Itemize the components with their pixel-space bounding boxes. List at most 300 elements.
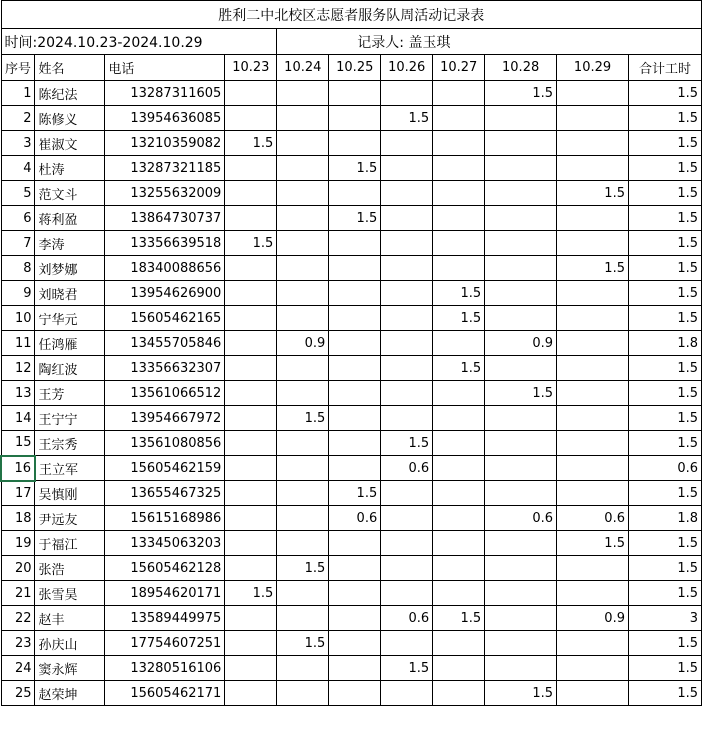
hours-cell[interactable] — [557, 406, 629, 431]
hours-cell[interactable]: 1.5 — [329, 156, 381, 181]
hours-cell[interactable] — [485, 356, 557, 381]
hours-cell[interactable] — [485, 531, 557, 556]
hours-cell[interactable] — [225, 106, 277, 131]
row-number[interactable]: 15 — [1, 431, 35, 456]
row-number[interactable]: 12 — [1, 356, 35, 381]
hours-cell[interactable] — [329, 256, 381, 281]
name-cell[interactable]: 陈纪法 — [35, 81, 105, 106]
hours-cell[interactable] — [329, 556, 381, 581]
hours-cell[interactable] — [381, 356, 433, 381]
name-cell[interactable]: 孙庆山 — [35, 631, 105, 656]
table-row — [1, 431, 702, 456]
hours-cell[interactable] — [485, 206, 557, 231]
phone-cell[interactable]: 15605462159 — [105, 456, 225, 481]
row-number[interactable]: 24 — [1, 656, 35, 681]
hours-cell[interactable] — [433, 256, 485, 281]
hours-cell[interactable] — [225, 81, 277, 106]
column-header[interactable]: 10.28 — [485, 55, 557, 81]
phone-cell[interactable]: 17754607251 — [105, 631, 225, 656]
hours-cell[interactable] — [225, 656, 277, 681]
row-number[interactable]: 14 — [1, 406, 35, 431]
table-row — [1, 406, 702, 431]
hours-cell[interactable] — [485, 181, 557, 206]
hours-cell[interactable] — [485, 281, 557, 306]
hours-cell[interactable] — [433, 556, 485, 581]
row-number[interactable]: 20 — [1, 556, 35, 581]
hours-cell[interactable]: 1.5 — [277, 631, 329, 656]
hours-cell[interactable] — [277, 431, 329, 456]
phone-cell[interactable]: 13561080856 — [105, 431, 225, 456]
header-row — [1, 55, 702, 81]
hours-cell[interactable] — [225, 531, 277, 556]
hours-cell[interactable] — [485, 231, 557, 256]
row-number[interactable]: 23 — [1, 631, 35, 656]
hours-cell[interactable]: 1.5 — [557, 181, 629, 206]
hours-cell[interactable] — [485, 556, 557, 581]
hours-cell[interactable]: 1.5 — [433, 306, 485, 331]
phone-cell[interactable]: 13954667972 — [105, 406, 225, 431]
hours-cell[interactable] — [557, 206, 629, 231]
hours-cell[interactable] — [557, 231, 629, 256]
hours-cell[interactable] — [277, 281, 329, 306]
hours-cell[interactable]: 1.5 — [329, 206, 381, 231]
hours-cell[interactable] — [225, 681, 277, 706]
row-number[interactable]: 11 — [1, 331, 35, 356]
hours-cell[interactable] — [433, 681, 485, 706]
hours-cell[interactable] — [381, 331, 433, 356]
column-header[interactable]: 10.23 — [225, 55, 277, 81]
hours-cell[interactable] — [381, 406, 433, 431]
column-header[interactable]: 10.27 — [433, 55, 485, 81]
hours-cell[interactable] — [485, 106, 557, 131]
row-number[interactable]: 10 — [1, 306, 35, 331]
name-cell[interactable]: 李涛 — [35, 231, 105, 256]
hours-cell[interactable] — [433, 456, 485, 481]
hours-cell[interactable] — [433, 231, 485, 256]
phone-cell[interactable]: 13345063203 — [105, 531, 225, 556]
table-row — [1, 281, 702, 306]
row-number[interactable]: 22 — [1, 606, 35, 631]
row-number[interactable]: 6 — [1, 206, 35, 231]
phone-cell[interactable]: 13287321185 — [105, 156, 225, 181]
hours-cell[interactable]: 1.5 — [277, 556, 329, 581]
hours-cell[interactable] — [381, 556, 433, 581]
hours-cell[interactable] — [557, 581, 629, 606]
hours-cell[interactable]: 0.9 — [485, 331, 557, 356]
hours-cell[interactable] — [277, 481, 329, 506]
hours-cell[interactable] — [433, 106, 485, 131]
column-header[interactable]: 10.24 — [277, 55, 329, 81]
hours-cell[interactable] — [557, 156, 629, 181]
name-cell[interactable]: 张雪昊 — [35, 581, 105, 606]
total-hours-cell[interactable]: 1.5 — [628, 106, 701, 131]
hours-cell[interactable]: 1.5 — [557, 256, 629, 281]
column-header[interactable]: 姓名 — [35, 55, 105, 81]
hours-cell[interactable]: 0.6 — [381, 606, 433, 631]
hours-cell[interactable] — [485, 656, 557, 681]
hours-cell[interactable] — [433, 131, 485, 156]
hours-cell[interactable] — [557, 331, 629, 356]
hours-cell[interactable]: 1.5 — [277, 406, 329, 431]
hours-cell[interactable] — [277, 256, 329, 281]
row-number[interactable]: 3 — [1, 131, 35, 156]
hours-cell[interactable] — [557, 106, 629, 131]
hours-cell[interactable] — [225, 506, 277, 531]
hours-cell[interactable] — [225, 556, 277, 581]
hours-cell[interactable] — [225, 481, 277, 506]
hours-cell[interactable] — [485, 406, 557, 431]
hours-cell[interactable] — [225, 406, 277, 431]
total-hours-cell[interactable]: 1.5 — [628, 581, 701, 606]
hours-cell[interactable] — [381, 506, 433, 531]
hours-cell[interactable] — [485, 256, 557, 281]
column-header[interactable]: 合计工时 — [628, 55, 701, 81]
column-header[interactable]: 电话 — [105, 55, 225, 81]
total-hours-cell[interactable]: 1.5 — [628, 181, 701, 206]
title-row — [1, 1, 702, 29]
table-row — [1, 556, 702, 581]
hours-cell[interactable] — [381, 581, 433, 606]
hours-cell[interactable] — [329, 531, 381, 556]
total-hours-cell[interactable]: 1.5 — [628, 631, 701, 656]
hours-cell[interactable] — [381, 231, 433, 256]
hours-cell[interactable] — [329, 306, 381, 331]
phone-cell[interactable]: 13954626900 — [105, 281, 225, 306]
hours-cell[interactable] — [485, 456, 557, 481]
name-cell[interactable]: 陈修义 — [35, 106, 105, 131]
hours-cell[interactable] — [485, 481, 557, 506]
hours-cell[interactable] — [329, 231, 381, 256]
phone-cell[interactable]: 13287311605 — [105, 81, 225, 106]
name-cell[interactable]: 王宗秀 — [35, 431, 105, 456]
hours-cell[interactable]: 1.5 — [485, 681, 557, 706]
name-cell[interactable]: 尹远友 — [35, 506, 105, 531]
hours-cell[interactable] — [381, 181, 433, 206]
total-hours-cell[interactable]: 1.5 — [628, 431, 701, 456]
hours-cell[interactable] — [557, 556, 629, 581]
total-hours-cell[interactable]: 1.5 — [628, 356, 701, 381]
hours-cell[interactable]: 1.5 — [557, 531, 629, 556]
phone-cell[interactable]: 13864730737 — [105, 206, 225, 231]
phone-cell[interactable]: 13561066512 — [105, 381, 225, 406]
hours-cell[interactable]: 0.9 — [277, 331, 329, 356]
name-cell[interactable]: 王芳 — [35, 381, 105, 406]
hours-cell[interactable] — [329, 181, 381, 206]
hours-cell[interactable] — [277, 531, 329, 556]
hours-cell[interactable] — [225, 256, 277, 281]
hours-cell[interactable] — [277, 381, 329, 406]
hours-cell[interactable] — [485, 156, 557, 181]
hours-cell[interactable] — [329, 456, 381, 481]
hours-cell[interactable] — [381, 631, 433, 656]
total-hours-cell[interactable]: 1.8 — [628, 506, 701, 531]
hours-cell[interactable] — [557, 656, 629, 681]
hours-cell[interactable]: 1.5 — [485, 381, 557, 406]
hours-cell[interactable] — [485, 631, 557, 656]
hours-cell[interactable] — [329, 581, 381, 606]
phone-cell[interactable]: 15615168986 — [105, 506, 225, 531]
hours-cell[interactable]: 1.5 — [433, 606, 485, 631]
hours-cell[interactable]: 0.6 — [381, 456, 433, 481]
hours-cell[interactable] — [329, 106, 381, 131]
hours-cell[interactable] — [381, 306, 433, 331]
hours-cell[interactable]: 1.5 — [225, 231, 277, 256]
hours-cell[interactable] — [557, 281, 629, 306]
hours-cell[interactable]: 1.5 — [381, 106, 433, 131]
hours-cell[interactable] — [485, 581, 557, 606]
hours-cell[interactable] — [433, 431, 485, 456]
hours-cell[interactable] — [225, 281, 277, 306]
phone-cell[interactable]: 18340088656 — [105, 256, 225, 281]
total-hours-cell[interactable]: 1.5 — [628, 256, 701, 281]
total-hours-cell[interactable]: 1.5 — [628, 156, 701, 181]
hours-cell[interactable] — [225, 156, 277, 181]
hours-cell[interactable] — [277, 181, 329, 206]
phone-cell[interactable]: 13455705846 — [105, 331, 225, 356]
hours-cell[interactable] — [485, 306, 557, 331]
recorder[interactable]: 记录人: 盖玉琪 — [277, 29, 702, 55]
phone-cell[interactable]: 15605462171 — [105, 681, 225, 706]
hours-cell[interactable] — [225, 456, 277, 481]
time-range[interactable]: 时间:2024.10.23-2024.10.29 — [1, 29, 277, 55]
row-number[interactable]: 18 — [1, 506, 35, 531]
row-number[interactable]: 19 — [1, 531, 35, 556]
row-number[interactable]: 21 — [1, 581, 35, 606]
phone-cell[interactable]: 13589449975 — [105, 606, 225, 631]
row-number[interactable]: 25 — [1, 681, 35, 706]
hours-cell[interactable] — [277, 606, 329, 631]
hours-cell[interactable]: 0.6 — [557, 506, 629, 531]
hours-cell[interactable] — [433, 406, 485, 431]
hours-cell[interactable] — [557, 381, 629, 406]
row-number[interactable]: 17 — [1, 481, 35, 506]
phone-cell[interactable]: 13356632307 — [105, 356, 225, 381]
hours-cell[interactable]: 1.5 — [485, 81, 557, 106]
hours-cell[interactable] — [329, 631, 381, 656]
hours-cell[interactable] — [433, 181, 485, 206]
table-row — [1, 81, 702, 106]
name-cell[interactable]: 刘梦娜 — [35, 256, 105, 281]
hours-cell[interactable] — [329, 131, 381, 156]
hours-cell[interactable] — [433, 531, 485, 556]
hours-cell[interactable] — [329, 406, 381, 431]
hours-cell[interactable] — [225, 306, 277, 331]
hours-cell[interactable] — [433, 481, 485, 506]
hours-cell[interactable]: 1.5 — [433, 281, 485, 306]
hours-cell[interactable] — [225, 606, 277, 631]
hours-cell[interactable] — [225, 431, 277, 456]
hours-cell[interactable] — [381, 206, 433, 231]
hours-cell[interactable] — [433, 381, 485, 406]
name-cell[interactable]: 吴慎刚 — [35, 481, 105, 506]
column-header[interactable]: 10.26 — [381, 55, 433, 81]
total-hours-cell[interactable]: 1.5 — [628, 381, 701, 406]
hours-cell[interactable] — [433, 156, 485, 181]
hours-cell[interactable] — [329, 81, 381, 106]
hours-cell[interactable] — [277, 356, 329, 381]
name-cell[interactable]: 赵荣坤 — [35, 681, 105, 706]
hours-cell[interactable] — [557, 356, 629, 381]
hours-cell[interactable] — [329, 356, 381, 381]
hours-cell[interactable] — [277, 506, 329, 531]
name-cell[interactable]: 赵丰 — [35, 606, 105, 631]
hours-cell[interactable] — [485, 131, 557, 156]
hours-cell[interactable] — [277, 106, 329, 131]
name-cell[interactable]: 蒋利盈 — [35, 206, 105, 231]
total-hours-cell[interactable]: 1.5 — [628, 406, 701, 431]
total-hours-cell[interactable]: 1.5 — [628, 656, 701, 681]
hours-cell[interactable]: 0.9 — [557, 606, 629, 631]
hours-cell[interactable]: 1.5 — [381, 656, 433, 681]
total-hours-cell[interactable]: 1.5 — [628, 231, 701, 256]
total-hours-cell[interactable]: 1.5 — [628, 81, 701, 106]
name-cell[interactable]: 于福江 — [35, 531, 105, 556]
hours-cell[interactable] — [433, 656, 485, 681]
phone-cell[interactable]: 18954620171 — [105, 581, 225, 606]
total-hours-cell[interactable]: 1.5 — [628, 681, 701, 706]
name-cell[interactable]: 范文斗 — [35, 181, 105, 206]
table-row — [1, 456, 702, 481]
hours-cell[interactable] — [277, 81, 329, 106]
total-hours-cell[interactable]: 0.6 — [628, 456, 701, 481]
hours-cell[interactable] — [557, 631, 629, 656]
total-hours-cell[interactable]: 1.5 — [628, 481, 701, 506]
hours-cell[interactable] — [557, 481, 629, 506]
table-row — [1, 231, 702, 256]
name-cell[interactable]: 崔淑文 — [35, 131, 105, 156]
row-number[interactable]: 4 — [1, 156, 35, 181]
total-hours-cell[interactable]: 1.5 — [628, 206, 701, 231]
phone-cell[interactable]: 13655467325 — [105, 481, 225, 506]
hours-cell[interactable] — [225, 206, 277, 231]
hours-cell[interactable] — [381, 281, 433, 306]
hours-cell[interactable]: 0.6 — [329, 506, 381, 531]
row-number[interactable]: 8 — [1, 256, 35, 281]
name-cell[interactable]: 刘晓君 — [35, 281, 105, 306]
hours-cell[interactable] — [433, 206, 485, 231]
name-cell[interactable]: 任鸿雁 — [35, 331, 105, 356]
hours-cell[interactable] — [225, 331, 277, 356]
hours-cell[interactable] — [381, 481, 433, 506]
hours-cell[interactable] — [433, 506, 485, 531]
name-cell[interactable]: 张浩 — [35, 556, 105, 581]
hours-cell[interactable] — [277, 656, 329, 681]
hours-cell[interactable]: 1.5 — [381, 431, 433, 456]
hours-cell[interactable] — [381, 256, 433, 281]
hours-cell[interactable] — [329, 331, 381, 356]
hours-cell[interactable] — [557, 131, 629, 156]
hours-cell[interactable] — [381, 381, 433, 406]
column-header[interactable]: 序号 — [1, 55, 35, 81]
hours-cell[interactable] — [381, 681, 433, 706]
hours-cell[interactable] — [329, 656, 381, 681]
hours-cell[interactable]: 1.5 — [225, 131, 277, 156]
hours-cell[interactable] — [557, 306, 629, 331]
hours-cell[interactable] — [329, 606, 381, 631]
phone-cell[interactable]: 15605462165 — [105, 306, 225, 331]
hours-cell[interactable] — [225, 181, 277, 206]
hours-cell[interactable] — [277, 206, 329, 231]
hours-cell[interactable] — [433, 581, 485, 606]
name-cell[interactable]: 陶红波 — [35, 356, 105, 381]
hours-cell[interactable] — [433, 331, 485, 356]
hours-cell[interactable] — [277, 231, 329, 256]
name-cell[interactable]: 王立军 — [35, 456, 105, 481]
table-body — [1, 1, 702, 706]
row-number[interactable]: 5 — [1, 181, 35, 206]
total-hours-cell[interactable]: 1.5 — [628, 556, 701, 581]
phone-cell[interactable]: 15605462128 — [105, 556, 225, 581]
hours-cell[interactable]: 1.5 — [329, 481, 381, 506]
hours-cell[interactable] — [381, 531, 433, 556]
hours-cell[interactable]: 1.5 — [225, 581, 277, 606]
hours-cell[interactable] — [381, 156, 433, 181]
total-hours-cell[interactable]: 1.5 — [628, 531, 701, 556]
hours-cell[interactable] — [381, 81, 433, 106]
hours-cell[interactable] — [557, 431, 629, 456]
hours-cell[interactable] — [277, 156, 329, 181]
row-number[interactable]: 1 — [1, 81, 35, 106]
hours-cell[interactable] — [277, 456, 329, 481]
hours-cell[interactable] — [277, 306, 329, 331]
hours-cell[interactable] — [329, 431, 381, 456]
hours-cell[interactable] — [277, 581, 329, 606]
row-number[interactable]: 9 — [1, 281, 35, 306]
hours-cell[interactable] — [381, 131, 433, 156]
hours-cell[interactable] — [277, 681, 329, 706]
phone-cell[interactable]: 13954636085 — [105, 106, 225, 131]
hours-cell[interactable] — [329, 381, 381, 406]
hours-cell[interactable] — [225, 381, 277, 406]
phone-cell[interactable]: 13356639518 — [105, 231, 225, 256]
sheet-title[interactable]: 胜利二中北校区志愿者服务队周活动记录表 — [1, 1, 702, 29]
name-cell[interactable]: 宁华元 — [35, 306, 105, 331]
row-number[interactable]: 2 — [1, 106, 35, 131]
hours-cell[interactable] — [277, 131, 329, 156]
column-header[interactable]: 10.29 — [557, 55, 629, 81]
name-cell[interactable]: 窦永辉 — [35, 656, 105, 681]
hours-cell[interactable] — [329, 681, 381, 706]
total-hours-cell[interactable]: 1.5 — [628, 306, 701, 331]
column-header[interactable]: 10.25 — [329, 55, 381, 81]
total-hours-cell[interactable]: 1.5 — [628, 281, 701, 306]
hours-cell[interactable] — [557, 81, 629, 106]
hours-cell[interactable] — [433, 81, 485, 106]
hours-cell[interactable] — [225, 356, 277, 381]
hours-cell[interactable] — [485, 606, 557, 631]
row-number[interactable]: 16 — [1, 456, 35, 481]
hours-cell[interactable] — [329, 281, 381, 306]
name-cell[interactable]: 王宁宁 — [35, 406, 105, 431]
total-hours-cell[interactable]: 3 — [628, 606, 701, 631]
hours-cell[interactable]: 0.6 — [485, 506, 557, 531]
name-cell[interactable]: 杜涛 — [35, 156, 105, 181]
phone-cell[interactable]: 13255632009 — [105, 181, 225, 206]
hours-cell[interactable] — [485, 431, 557, 456]
hours-cell[interactable] — [225, 631, 277, 656]
total-hours-cell[interactable]: 1.8 — [628, 331, 701, 356]
hours-cell[interactable] — [433, 631, 485, 656]
phone-cell[interactable]: 13210359082 — [105, 131, 225, 156]
hours-cell[interactable] — [557, 681, 629, 706]
row-number[interactable]: 13 — [1, 381, 35, 406]
phone-cell[interactable]: 13280516106 — [105, 656, 225, 681]
total-hours-cell[interactable]: 1.5 — [628, 131, 701, 156]
table-row — [1, 106, 702, 131]
hours-cell[interactable] — [557, 456, 629, 481]
row-number[interactable]: 7 — [1, 231, 35, 256]
hours-cell[interactable]: 1.5 — [433, 356, 485, 381]
